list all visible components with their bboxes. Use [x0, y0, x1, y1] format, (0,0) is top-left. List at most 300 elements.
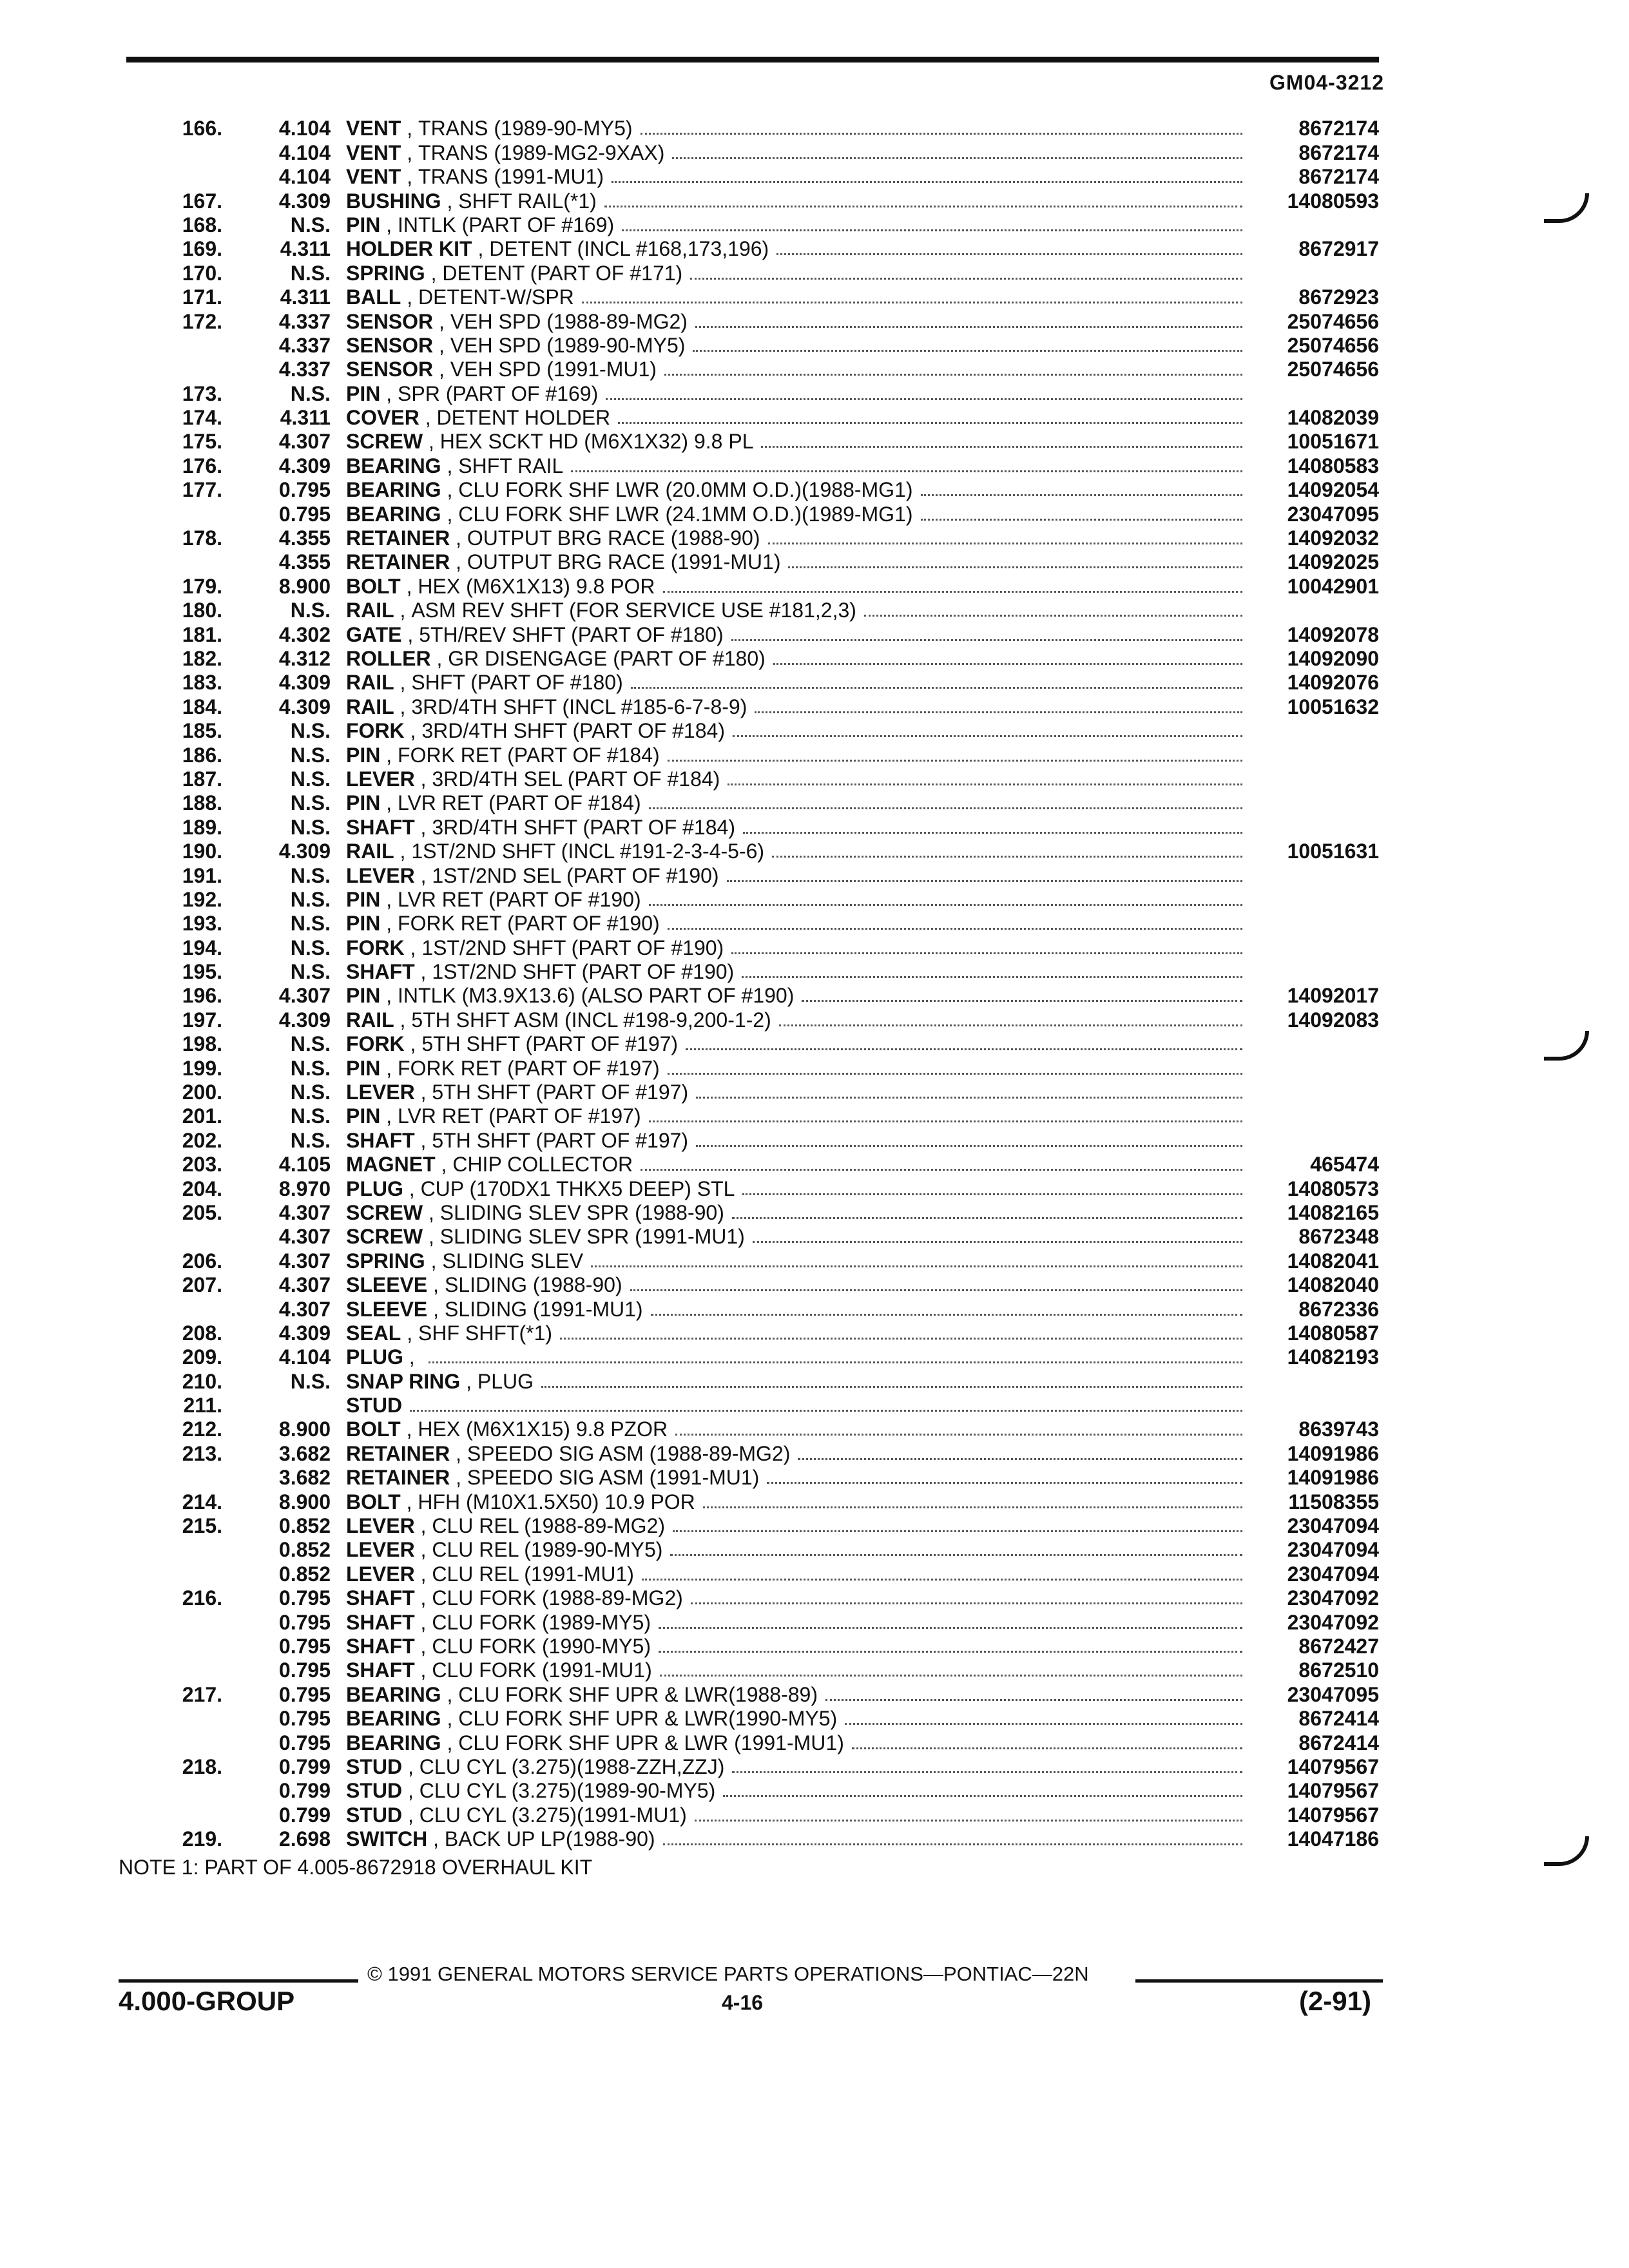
part-detail: CLU FORK SHF LWR (20.0MM O.D.)(1988-MG1) — [458, 478, 913, 502]
table-row — [129, 1321, 1379, 1345]
table-row — [129, 550, 1379, 574]
separator: , — [427, 1273, 445, 1297]
part-name: SHAFT — [346, 815, 415, 839]
footer-rule-left — [119, 1979, 358, 1983]
table-row — [129, 1562, 1379, 1586]
group-number: N.S. — [290, 815, 331, 839]
description — [331, 1586, 1250, 1610]
group-number: N.S. — [290, 791, 331, 815]
ref-number: 183. — [182, 671, 222, 695]
table-row — [129, 719, 1379, 743]
part-detail: CLU FORK SHF UPR & LWR(1990-MY5) — [458, 1707, 838, 1731]
group-number: 4.307 — [278, 1200, 331, 1224]
leader-dots — [641, 1169, 1242, 1171]
parts-list — [129, 117, 1379, 1851]
part-name: BOLT — [346, 1490, 401, 1514]
separator: , — [427, 1297, 445, 1321]
separator: , — [401, 285, 418, 309]
description — [331, 1635, 1250, 1658]
ref-number: 206. — [182, 1249, 222, 1273]
table-row — [129, 622, 1379, 646]
leader-dots — [693, 350, 1242, 352]
leader-dots — [753, 1241, 1242, 1243]
description — [331, 599, 1250, 622]
leader-dots — [622, 229, 1242, 231]
part-detail: 3RD/4TH SHFT (INCL #185-6-7-8-9) — [411, 695, 747, 718]
part-number: 14092078 — [1287, 622, 1379, 646]
ref-number: 211. — [183, 1394, 222, 1418]
ref-number: 179. — [182, 574, 222, 598]
part-number: 8639743 — [1298, 1418, 1379, 1441]
table-row — [129, 140, 1379, 164]
separator: , — [380, 381, 398, 405]
leader-dots — [686, 1048, 1242, 1050]
part-number: 14082193 — [1287, 1345, 1379, 1369]
ref-number: 191. — [182, 863, 222, 887]
part-name: LEVER — [346, 1538, 415, 1562]
part-number: 23047092 — [1287, 1610, 1379, 1634]
separator: , — [394, 1008, 412, 1032]
ref-number: 200. — [182, 1081, 222, 1104]
table-row — [129, 671, 1379, 695]
separator: , — [450, 1466, 467, 1490]
part-detail: CLU FORK (1988-89-MG2) — [432, 1586, 683, 1610]
part-detail: LVR RET (PART OF #184) — [398, 791, 641, 815]
separator: , — [414, 1514, 432, 1538]
part-name: RETAINER — [346, 1441, 450, 1465]
description — [331, 1225, 1250, 1249]
group-number: 0.795 — [278, 1731, 331, 1754]
leader-dots — [773, 663, 1242, 665]
description — [331, 864, 1250, 888]
description — [331, 1442, 1250, 1466]
part-name: MAGNET — [346, 1153, 436, 1177]
table-row — [129, 1682, 1379, 1706]
table-row — [129, 117, 1379, 140]
part-name: BOLT — [346, 1418, 401, 1441]
leader-dots — [664, 374, 1242, 376]
part-number: 8672414 — [1298, 1707, 1379, 1731]
table-row — [129, 1658, 1379, 1682]
leader-dots — [429, 1361, 1242, 1363]
group-number: 4.337 — [278, 333, 331, 357]
separator: , — [380, 743, 398, 767]
leader-dots — [659, 1627, 1242, 1629]
part-name: RETAINER — [346, 1466, 450, 1490]
leader-dots — [733, 735, 1242, 737]
leader-dots — [767, 1482, 1242, 1484]
table-row — [129, 1514, 1379, 1538]
leader-dots — [779, 1024, 1242, 1026]
ref-number: 192. — [182, 887, 222, 911]
description — [331, 1129, 1250, 1153]
description — [331, 141, 1250, 165]
table-row — [129, 984, 1379, 1008]
table-row — [129, 695, 1379, 718]
group-number: 4.104 — [278, 140, 331, 164]
part-name: STUD — [346, 1754, 403, 1778]
part-number: 14092054 — [1287, 478, 1379, 502]
description — [331, 647, 1250, 671]
separator: , — [433, 309, 450, 333]
separator: , — [425, 1249, 443, 1273]
table-row — [129, 1104, 1379, 1128]
table-row — [129, 454, 1379, 477]
table-row — [129, 1731, 1379, 1754]
separator: , — [401, 165, 419, 189]
ref-number: 217. — [182, 1682, 222, 1706]
leader-dots — [696, 1097, 1242, 1099]
part-number: 10051631 — [1287, 840, 1379, 863]
separator: , — [394, 840, 412, 863]
part-detail: HFH (M10X1.5X50) 10.9 POR — [418, 1490, 695, 1514]
leader-dots — [668, 760, 1242, 762]
description — [331, 406, 1250, 430]
separator: , — [414, 1128, 432, 1152]
leader-dots — [695, 1820, 1242, 1821]
separator: , — [430, 646, 448, 670]
ref-number: 207. — [182, 1273, 222, 1297]
ref-number: 195. — [182, 960, 222, 984]
group-number: N.S. — [290, 743, 331, 767]
group-number: 4.104 — [278, 117, 331, 140]
ref-number: 185. — [182, 719, 222, 743]
group-number: 4.309 — [278, 189, 331, 213]
copyright: © 1991 GENERAL MOTORS SERVICE PARTS OPERATIONS—PONTIAC—22N — [367, 1963, 1089, 1985]
part-name: STUD — [346, 1779, 403, 1803]
part-detail: SLIDING (1991-MU1) — [444, 1297, 643, 1321]
group-number: N.S. — [290, 213, 331, 236]
group-number: 3.682 — [278, 1466, 331, 1490]
group-number: 0.795 — [278, 1610, 331, 1634]
part-name: BEARING — [346, 1682, 441, 1706]
part-name: BEARING — [346, 454, 441, 477]
part-number: 25074656 — [1287, 309, 1379, 333]
part-detail: TRANS (1989-90-MY5) — [418, 117, 633, 140]
leader-dots — [723, 1795, 1242, 1797]
ref-number: 174. — [182, 406, 222, 430]
table-row — [129, 1466, 1379, 1490]
part-name: SENSOR — [346, 309, 434, 333]
table-row — [129, 888, 1379, 912]
separator: , — [441, 478, 459, 502]
part-detail: LVR RET (PART OF #197) — [398, 1104, 641, 1128]
ref-number: 198. — [182, 1032, 222, 1056]
ref-number: 189. — [182, 815, 222, 839]
description — [331, 1658, 1250, 1682]
description — [331, 1731, 1250, 1755]
part-detail: HEX (M6X1X15) 9.8 PZOR — [418, 1418, 668, 1441]
description — [331, 189, 1250, 213]
leader-dots — [659, 1651, 1242, 1653]
part-detail: TRANS (1989-MG2-9XAX) — [418, 140, 665, 164]
part-number: 8672336 — [1298, 1297, 1379, 1321]
description — [331, 960, 1250, 984]
group-number: N.S. — [290, 261, 331, 285]
part-name: LEVER — [346, 1562, 415, 1586]
ref-number: 170. — [182, 261, 222, 285]
description — [331, 1298, 1250, 1321]
part-number: 14092032 — [1287, 526, 1379, 550]
leader-dots — [921, 519, 1242, 521]
leader-dots — [642, 1579, 1242, 1581]
margin-mark — [1544, 1031, 1589, 1061]
leader-dots — [649, 807, 1242, 809]
separator: , — [427, 1827, 445, 1851]
group-number: N.S. — [290, 1128, 331, 1152]
group-number: N.S. — [290, 767, 331, 791]
leader-dots — [649, 904, 1242, 906]
table-row — [129, 1707, 1379, 1731]
part-detail: HEX SCKT HD (M6X1X32) 9.8 PL — [439, 430, 754, 454]
table-row — [129, 599, 1379, 622]
separator: , — [414, 1635, 432, 1658]
part-name: SCREW — [346, 1200, 423, 1224]
description — [331, 478, 1250, 502]
part-detail: 3RD/4TH SHFT (PART OF #184) — [421, 719, 725, 743]
part-detail: SPR (PART OF #169) — [398, 381, 599, 405]
part-number: 10051671 — [1287, 430, 1379, 454]
separator: , — [400, 1490, 418, 1514]
table-row — [129, 309, 1379, 333]
part-name: PIN — [346, 743, 381, 767]
leader-dots — [630, 1289, 1242, 1291]
leader-dots — [761, 446, 1242, 448]
part-name: HOLDER KIT — [346, 237, 472, 261]
ref-number: 196. — [182, 984, 222, 1008]
part-detail: OUTPUT BRG RACE (1991-MU1) — [467, 550, 781, 574]
part-number: 14092025 — [1287, 550, 1379, 574]
table-row — [129, 1201, 1379, 1225]
table-row — [129, 1586, 1379, 1610]
description — [331, 213, 1250, 237]
description — [331, 526, 1250, 550]
part-number: 14080593 — [1287, 189, 1379, 213]
part-name: LEVER — [346, 767, 415, 791]
table-row — [129, 478, 1379, 502]
part-name: VENT — [346, 140, 401, 164]
part-name: COVER — [346, 406, 419, 430]
leader-dots — [852, 1747, 1242, 1749]
part-name: PIN — [346, 791, 381, 815]
part-name: RAIL — [346, 840, 394, 863]
part-name: GATE — [346, 622, 402, 646]
leader-dots — [582, 302, 1242, 303]
ref-number: 180. — [182, 599, 222, 622]
part-detail: VEH SPD (1991-MU1) — [450, 358, 657, 381]
part-detail: SLIDING (1988-90) — [444, 1273, 622, 1297]
part-detail: CLU FORK SHF UPR & LWR(1988-89) — [458, 1682, 818, 1706]
description — [331, 1201, 1250, 1225]
group-number: 4.105 — [278, 1153, 331, 1177]
part-detail: VEH SPD (1989-90-MY5) — [450, 333, 686, 357]
part-number: 23047095 — [1287, 502, 1379, 526]
description — [331, 936, 1250, 960]
group-number: 0.795 — [278, 1635, 331, 1658]
table-row — [129, 1297, 1379, 1321]
group-number: 0.799 — [278, 1754, 331, 1778]
group-number: 4.309 — [278, 840, 331, 863]
separator: , — [441, 1731, 459, 1754]
part-name: SHAFT — [346, 960, 415, 984]
separator: , — [460, 1369, 477, 1393]
table-row — [129, 647, 1379, 671]
leader-dots — [670, 1554, 1242, 1556]
table-row — [129, 1369, 1379, 1393]
part-name: LEVER — [346, 863, 415, 887]
description — [331, 1057, 1250, 1081]
separator: , — [403, 1345, 421, 1369]
part-number: 14092017 — [1287, 984, 1379, 1008]
description — [331, 382, 1250, 406]
leader-dots — [571, 470, 1242, 472]
description — [331, 888, 1250, 912]
separator: , — [414, 1562, 432, 1586]
group-number: 4.309 — [278, 671, 331, 695]
ref-number: 219. — [182, 1827, 222, 1851]
table-row — [129, 1008, 1379, 1032]
table-row — [129, 743, 1379, 767]
table-row — [129, 1635, 1379, 1658]
separator: , — [401, 140, 419, 164]
part-number: 14080583 — [1287, 454, 1379, 477]
description — [331, 719, 1250, 743]
leader-dots — [845, 1723, 1242, 1725]
leader-dots — [825, 1699, 1242, 1701]
leader-dots — [651, 1314, 1242, 1316]
part-name: BEARING — [346, 1731, 441, 1754]
description — [331, 767, 1250, 791]
description — [331, 1418, 1250, 1441]
leader-dots — [772, 856, 1242, 858]
description — [331, 1683, 1250, 1707]
leader-dots — [672, 157, 1242, 159]
group-number: N.S. — [290, 1104, 331, 1128]
part-name: BEARING — [346, 478, 441, 502]
leader-dots — [755, 711, 1242, 713]
part-detail: 1ST/2ND SHFT (PART OF #190) — [421, 936, 724, 959]
ref-number: 166. — [182, 117, 222, 140]
part-number: 14091986 — [1287, 1441, 1379, 1465]
part-detail: INTLK (M3.9X13.6) (ALSO PART OF #190) — [398, 984, 795, 1008]
part-name: PLUG — [346, 1177, 403, 1200]
leader-dots — [690, 278, 1242, 280]
separator: , — [380, 912, 398, 936]
table-row — [129, 1081, 1379, 1104]
separator: , — [423, 1225, 440, 1249]
footer-rule-right — [1135, 1979, 1383, 1983]
ref-number: 213. — [182, 1441, 222, 1465]
part-number: 465474 — [1310, 1153, 1379, 1177]
group-number: 2.698 — [278, 1827, 331, 1851]
part-name: SEAL — [346, 1321, 401, 1345]
description — [331, 1008, 1250, 1032]
group-number: 4.309 — [278, 1321, 331, 1345]
part-detail: FORK RET (PART OF #184) — [398, 743, 660, 767]
part-number: 14047186 — [1287, 1827, 1379, 1851]
part-name: PIN — [346, 912, 381, 936]
part-detail: FORK RET (PART OF #190) — [398, 912, 660, 936]
group-number: 4.355 — [278, 550, 331, 574]
part-detail: CLU FORK SHF UPR & LWR (1991-MU1) — [458, 1731, 844, 1754]
group-number: 4.307 — [278, 430, 331, 454]
leader-dots — [798, 1458, 1242, 1460]
part-detail: DETENT (PART OF #171) — [442, 261, 683, 285]
table-row — [129, 213, 1379, 237]
part-detail: CLU CYL (3.275)(1989-90-MY5) — [419, 1779, 716, 1803]
part-detail: ASM REV SHFT (FOR SERVICE USE #181,2,3) — [411, 599, 856, 622]
leader-dots — [410, 1410, 1242, 1412]
separator: , — [402, 1803, 419, 1827]
leader-dots — [606, 398, 1242, 400]
description — [331, 623, 1250, 647]
ref-number: 190. — [182, 840, 222, 863]
separator: , — [414, 1658, 432, 1682]
part-name: SHAFT — [346, 1586, 415, 1610]
leader-dots — [604, 206, 1242, 207]
description — [331, 430, 1250, 454]
group-number: 4.312 — [278, 646, 331, 670]
part-number: 14082165 — [1287, 1200, 1379, 1224]
description — [331, 1177, 1250, 1201]
group-number: 4.307 — [278, 1249, 331, 1273]
part-number: 8672348 — [1298, 1225, 1379, 1249]
leader-dots — [660, 1675, 1242, 1677]
ref-number: 201. — [182, 1104, 222, 1128]
description — [331, 1803, 1250, 1827]
group-number: N.S. — [290, 887, 331, 911]
group-number: 0.795 — [278, 1682, 331, 1706]
part-detail: SPEEDO SIG ASM (1988-89-MG2) — [467, 1441, 791, 1465]
description — [331, 1370, 1250, 1394]
separator: , — [450, 550, 467, 574]
part-name: VENT — [346, 165, 401, 189]
ref-number: 209. — [182, 1345, 222, 1369]
table-row — [129, 1177, 1379, 1200]
part-name: PIN — [346, 213, 381, 236]
table-row — [129, 526, 1379, 550]
description — [331, 1779, 1250, 1803]
table-row — [129, 791, 1379, 815]
part-number: 8672174 — [1298, 140, 1379, 164]
part-detail: 1ST/2ND SHFT (INCL #191-2-3-4-5-6) — [411, 840, 765, 863]
part-number: 14079567 — [1287, 1803, 1379, 1827]
ref-number: 210. — [182, 1369, 222, 1393]
table-row — [129, 1128, 1379, 1152]
part-number: 23047092 — [1287, 1586, 1379, 1610]
ref-number: 205. — [182, 1200, 222, 1224]
separator: , — [450, 526, 467, 550]
separator: , — [404, 936, 422, 959]
separator: , — [394, 671, 412, 695]
table-row — [129, 189, 1379, 213]
table-row — [129, 1056, 1379, 1080]
part-detail: DETENT-W/SPR — [418, 285, 574, 309]
description — [331, 1538, 1250, 1562]
part-detail: SHFT (PART OF #180) — [411, 671, 623, 695]
ref-number: 184. — [182, 695, 222, 718]
separator: , — [472, 237, 490, 261]
part-name: PIN — [346, 887, 381, 911]
group-number: N.S. — [290, 912, 331, 936]
group-number: N.S. — [290, 1032, 331, 1056]
leader-dots — [728, 783, 1242, 785]
part-number: 8672923 — [1298, 285, 1379, 309]
part-name: SLEEVE — [346, 1297, 428, 1321]
description — [331, 1394, 1250, 1418]
part-name: BEARING — [346, 1707, 441, 1731]
part-name: FORK — [346, 1032, 405, 1056]
